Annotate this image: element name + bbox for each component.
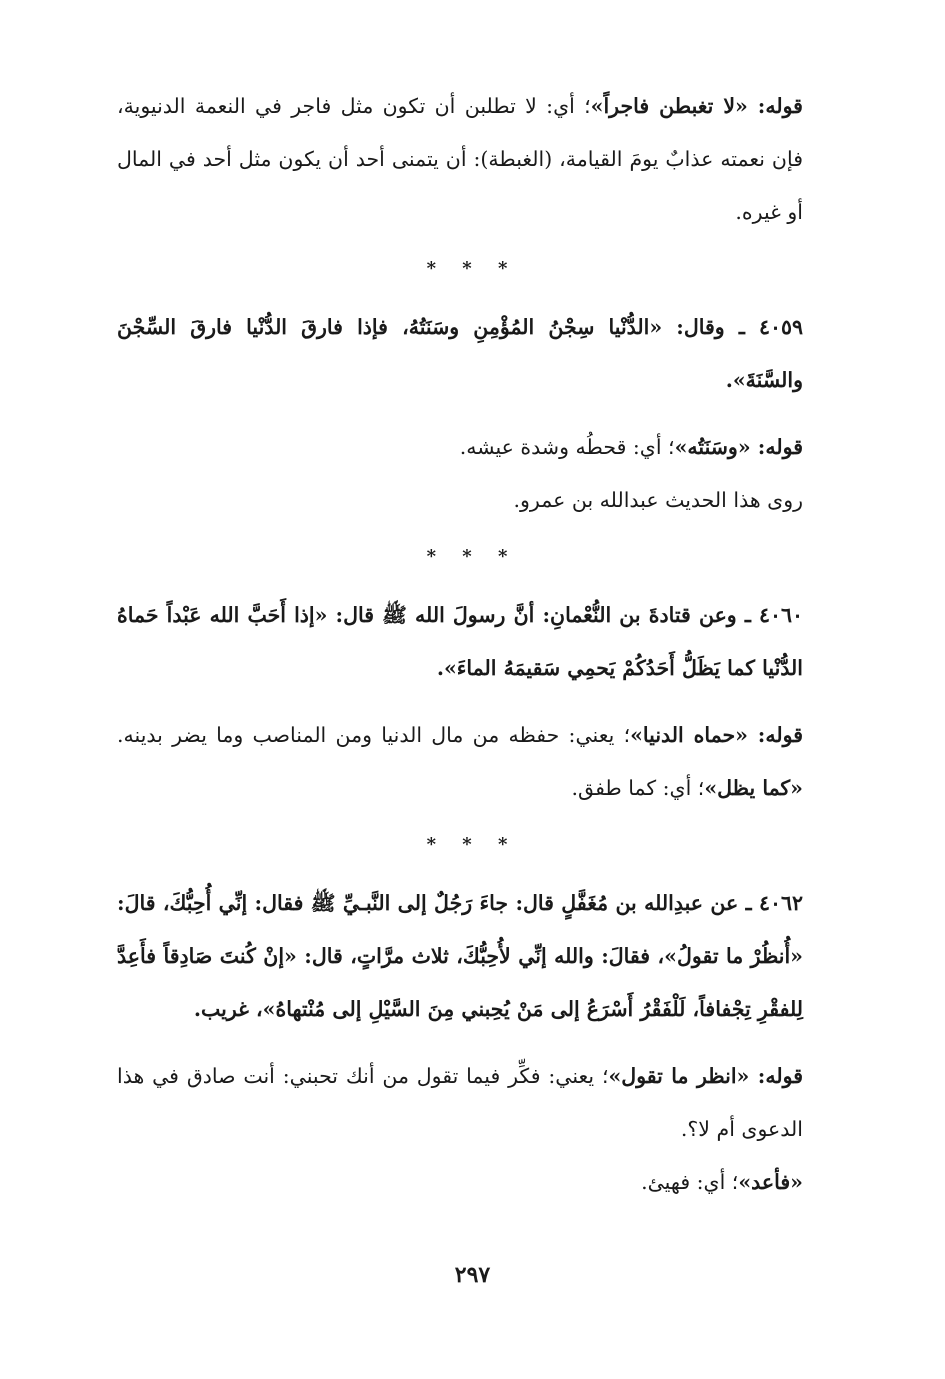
commentary-paragraph <box>117 1050 827 1156</box>
page-number: ٢٩٧ <box>454 1262 491 1288</box>
commentary-quote: «كما يظل» <box>704 776 803 800</box>
commentary-text: ؛ أي: قحطُه وشدة عيشه. <box>459 435 675 459</box>
hadith-4059: ٤٠٥٩ ـ وقال: «الدُّنْيا سِجْنُ المُؤْمِنِ وسَنَتُهُ، فإذا فارقَ الدُّنْيا فارقَ السِّجْنَ والسَّنَةَ». <box>117 315 803 392</box>
section-separator: * * * <box>426 258 518 279</box>
commentary-text: ؛ أي: لا تطلبن أن تكون مثل فاجر في النعمة الدنيوية، فإن نعمته عذابٌ يومَ القيامة، (الغبطة): أن يتمنى أحد أن يكون مثل أحد في المال أو غيره. <box>117 94 803 224</box>
commentary-lead: قوله: <box>747 94 803 118</box>
commentary-quote: «وسَنَتُه» <box>674 435 751 459</box>
commentary-text: ؛ يعني: فكِّر فيما تقول من أنك تحبني: أنت صادق في هذا الدعوى أم لا؟. <box>117 1064 803 1141</box>
commentary-quote: «فأعد» <box>738 1170 803 1194</box>
commentary-paragraph <box>117 80 827 239</box>
hadith-4060: ٤٠٦٠ ـ وعن قتادةَ بن النُّعْمانِ: أنَّ رسولَ الله ﷺ قال: «إذا أَحَبَّ الله عَبْداً حَماهُ الدُّنْيا كما يَظَلُّ أَحَدُكُمْ يَحمِي سَقيمَهُ الماءَ». <box>117 603 803 680</box>
commentary-text: ؛ أي: كما طفق. <box>571 776 705 800</box>
commentary-quote: «لا تغبطن فاجراً» <box>590 94 748 118</box>
hadith-4062: ٤٠٦٢ ـ عن عبدِالله بن مُغَفَّلٍ قال: جاءَ رَجُلٌ إلى النَّبـيِّ ﷺ فقال: إنِّي أُحِبُّكَ، قالَ: «أُنظُرْ ما تقولُ»، فقالَ: والله إنِّي لأُحِبُّكَ، ثلاث مرَّاتٍ، قال: «إنْ كُنتَ صَادِقاً فأَعِدَّ لِلفقْرِ تِجْفافاً، لَلْفَقْرُ أَسْرَعُ إلى مَنْ يُحِبني مِنَ السَّيْلِ إلى مُنْتهاهُ»، غريب. <box>117 891 803 1021</box>
commentary-paragraph <box>117 1156 827 1209</box>
commentary-lead: قوله: <box>747 723 803 747</box>
narrator-note: روى هذا الحديث عبدالله بن عمرو. <box>513 488 803 512</box>
commentary-lead: قوله: <box>750 435 803 459</box>
commentary-paragraph <box>117 421 827 474</box>
commentary-paragraph <box>117 709 827 815</box>
commentary-quote: «حماه الدنيا» <box>630 723 748 747</box>
page-body <box>117 80 827 1209</box>
section-separator: * * * <box>426 546 518 567</box>
commentary-text: ؛ أي: فهيئ. <box>641 1170 739 1194</box>
section-separator: * * * <box>426 834 518 855</box>
commentary-lead: قوله: <box>749 1064 803 1088</box>
commentary-quote: «انظر ما تقول» <box>608 1064 750 1088</box>
commentary-text: ؛ يعني: حفظه من مال الدنيا ومن المناصب وما يضر بدينه. <box>117 723 631 747</box>
